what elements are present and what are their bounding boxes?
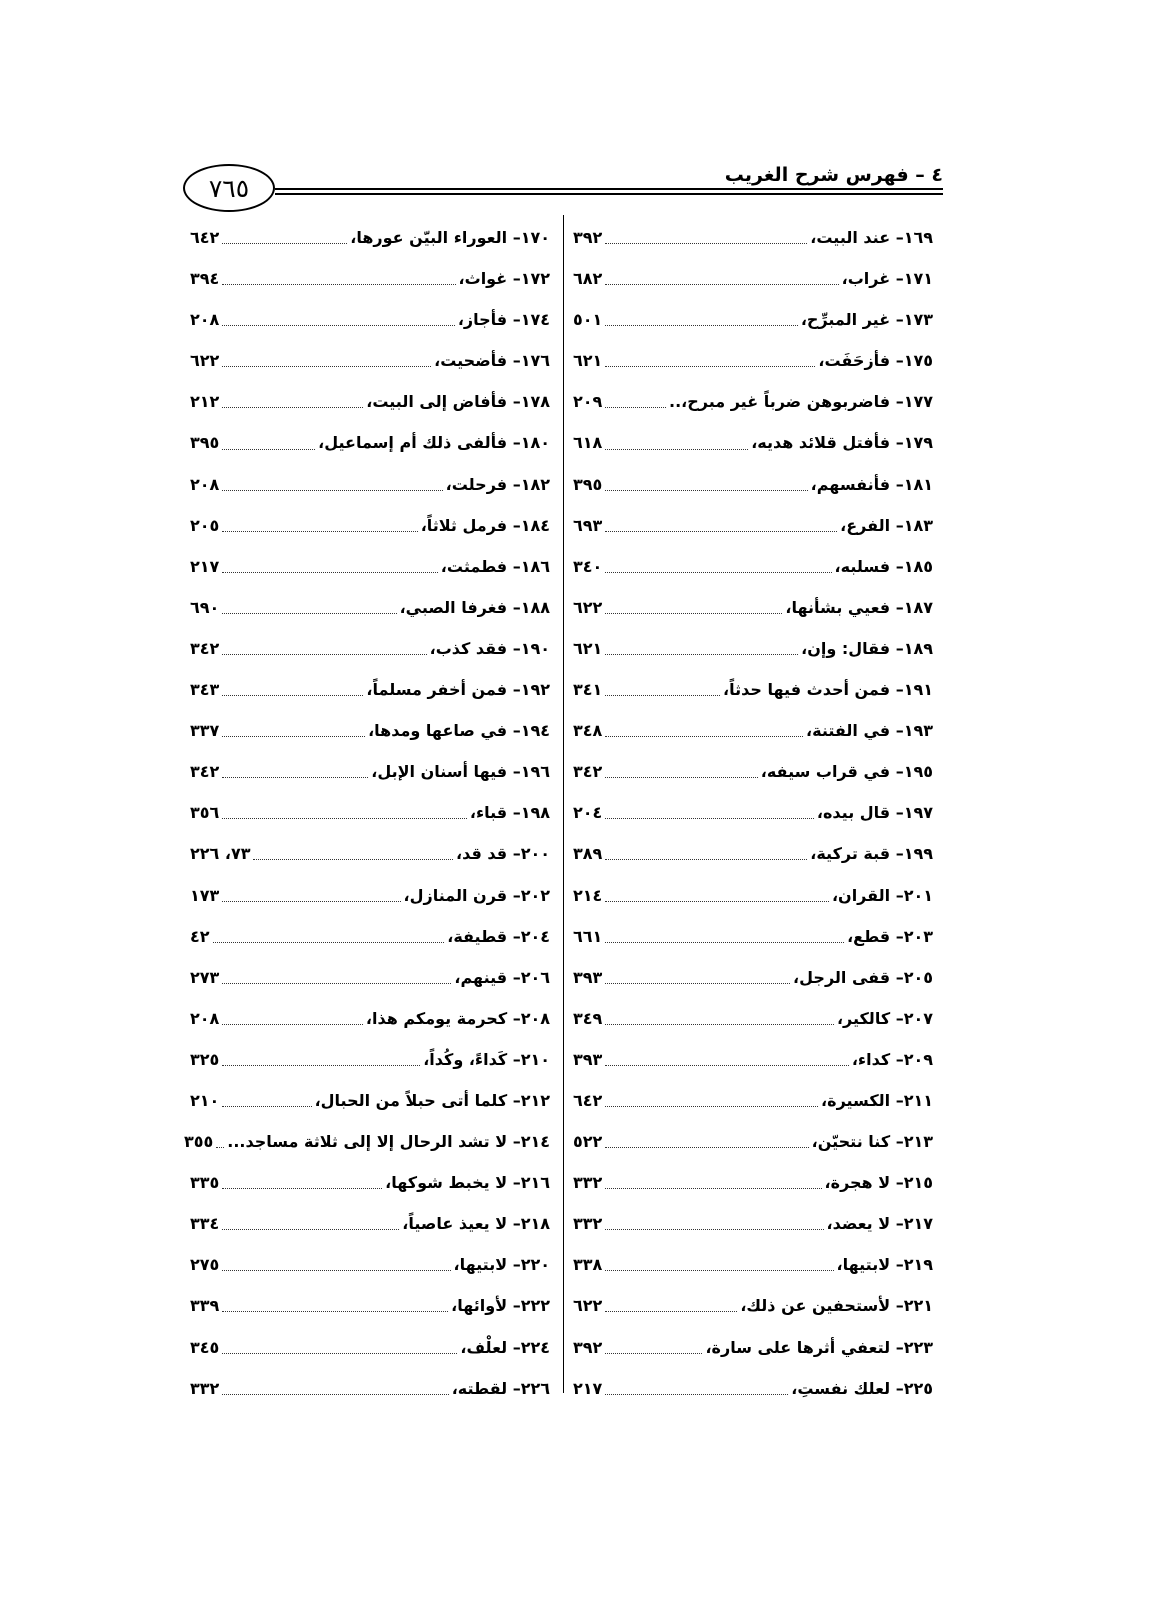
entry-term: ١٧٨– فأفاض إلى البيت، <box>366 392 550 412</box>
index-entry <box>573 628 933 669</box>
entry-page-ref: ٢٠٨ <box>190 310 220 330</box>
index-entry <box>190 381 550 422</box>
entry-page-ref: ٦١٨ <box>573 433 603 453</box>
index-entry <box>573 1203 933 1244</box>
entry-term: ٢١٠– كَداءً، وكُداً، <box>423 1049 550 1069</box>
index-column-right <box>573 217 933 1409</box>
index-entry <box>573 1121 933 1162</box>
entry-page-ref: ٦٤٢ <box>573 1090 603 1110</box>
dot-leader <box>222 490 442 491</box>
entry-term: ٢٠١– القران، <box>831 885 933 905</box>
index-entry <box>190 340 550 381</box>
entry-term: ٢١٨– لا يعيذ عاصياً، <box>402 1214 550 1234</box>
index-entry <box>573 1039 933 1080</box>
entry-page-ref: ١٧٣ <box>190 885 220 905</box>
index-entry <box>573 258 933 299</box>
dot-leader <box>605 1106 818 1107</box>
dot-leader <box>605 572 831 573</box>
entry-term: ٢٢١– لأستحفين عن ذلك، <box>740 1296 933 1316</box>
entry-page-ref: ٦٩٠ <box>190 597 220 617</box>
index-entry <box>573 1368 933 1409</box>
entry-page-ref: ٣٤٢ <box>190 638 220 658</box>
entry-term: ١٩٠– فقد كذب، <box>429 638 550 658</box>
dot-leader <box>605 284 838 285</box>
index-entry <box>573 792 933 833</box>
dot-leader <box>605 654 798 655</box>
index-entry <box>573 505 933 546</box>
entry-term: ٢١٩– لابتيها، <box>836 1255 933 1275</box>
entry-term: ١٧٣– غير المبرِّح، <box>800 310 933 330</box>
entry-term: ٢٠٣– قطع، <box>847 926 933 946</box>
entry-page-ref: ٤٢ <box>190 926 210 946</box>
dot-leader <box>605 613 782 614</box>
index-entry <box>190 833 550 874</box>
index-entry <box>573 217 933 258</box>
dot-leader <box>222 284 455 285</box>
index-entry <box>190 464 550 505</box>
dot-leader <box>222 325 455 326</box>
entry-page-ref: ٢٧٣ <box>190 967 220 987</box>
header-rule <box>275 188 943 190</box>
index-entry <box>190 875 550 916</box>
entry-page-ref: ٦٢١ <box>573 351 603 371</box>
entry-page-ref: ٦٢١ <box>573 638 603 658</box>
index-entry <box>190 710 550 751</box>
dot-leader <box>222 449 315 450</box>
dot-leader <box>222 572 438 573</box>
index-entry <box>573 587 933 628</box>
entry-page-ref: ٣٣٢ <box>573 1214 603 1234</box>
index-entry <box>190 299 550 340</box>
section-title: ٤ – فهرس شرح الغريب <box>724 164 943 186</box>
page-number: ٧٦٥ <box>208 173 250 203</box>
entry-term: ٢١٧– لا يعضد، <box>826 1214 933 1234</box>
dot-leader <box>605 325 798 326</box>
index-entry <box>573 669 933 710</box>
index-entry <box>573 299 933 340</box>
index-entry <box>190 1327 550 1368</box>
dot-leader <box>605 490 807 491</box>
dot-leader <box>605 1188 821 1189</box>
entry-page-ref: ٢١٧ <box>573 1378 603 1398</box>
entry-page-ref: ٣٩٣ <box>573 967 603 987</box>
index-entry <box>573 957 933 998</box>
entry-page-ref: ٣٤٠ <box>573 556 603 576</box>
index-entry <box>573 751 933 792</box>
dot-leader <box>222 1065 420 1066</box>
dot-leader <box>222 1229 399 1230</box>
entry-page-ref: ٣٩٢ <box>573 1337 603 1357</box>
index-entry <box>190 1285 550 1326</box>
entry-term: ٢١٦– لا يخبط شوكها، <box>385 1173 550 1193</box>
entry-term: ١٩٩– قبة تركية، <box>810 844 933 864</box>
entry-term: ٢١١– الكسيرة، <box>821 1090 933 1110</box>
entry-page-ref: ٣٤٢ <box>573 762 603 782</box>
index-entry <box>190 669 550 710</box>
dot-leader <box>222 1270 450 1271</box>
dot-leader <box>605 1353 702 1354</box>
entry-term: ١٨٠– فألفى ذلك أم إسماعيل، <box>318 433 550 453</box>
entry-term: ١٨٧– فعيي بشأنها، <box>785 597 933 617</box>
entry-term: ١٧٦– فأضحيت، <box>434 351 550 371</box>
index-entry <box>190 998 550 1039</box>
page-header <box>183 160 943 220</box>
entry-term: ١٧٥– فأزحَفَت، <box>818 351 933 371</box>
dot-leader <box>222 531 417 532</box>
entry-term: ١٧٩– فأفتل قلائد هديه، <box>751 433 933 453</box>
entry-page-ref: ٦٨٢ <box>573 269 603 289</box>
dot-leader <box>222 1024 363 1025</box>
entry-term: ١٩٥– في قراب سيفه، <box>760 762 933 782</box>
entry-term: ٢٢٥– لعلك نفستِ، <box>791 1378 933 1398</box>
index-entry <box>573 710 933 751</box>
index-entry <box>190 258 550 299</box>
entry-page-ref: ٥٠١ <box>573 310 603 330</box>
index-entry <box>573 464 933 505</box>
dot-leader <box>605 901 829 902</box>
entry-term: ٢٠٧– كالكير، <box>836 1008 933 1028</box>
entry-page-ref: ٣٣٧ <box>190 721 220 741</box>
index-column-left <box>183 217 550 1409</box>
entry-page-ref: ٦٢٢ <box>190 351 220 371</box>
dot-leader <box>605 1311 737 1312</box>
entry-page-ref: ٦٢٢ <box>573 597 603 617</box>
dot-leader <box>222 243 347 244</box>
entry-term: ٢٠٨– كحرمة يومكم هذا، <box>365 1008 550 1028</box>
entry-page-ref: ٣٩٣ <box>573 1049 603 1069</box>
dot-leader <box>605 777 757 778</box>
entry-term: ٢٠٦– قينهم، <box>454 967 550 987</box>
entry-term: ١٦٩– عند البيت، <box>810 228 933 247</box>
dot-leader <box>213 942 445 943</box>
index-entry <box>573 381 933 422</box>
index-entry <box>190 546 550 587</box>
dot-leader <box>222 366 431 367</box>
index-entry <box>573 1162 933 1203</box>
entry-page-ref: ٣٤١ <box>573 680 603 700</box>
dot-leader <box>222 407 363 408</box>
entry-term: ٢٠٠– قد قد، <box>456 844 550 864</box>
index-entry <box>573 340 933 381</box>
entry-term: ١٩٧– قال بيده، <box>816 803 933 823</box>
entry-term: ٢٢٣– لتعفي أثرها على سارة، <box>705 1337 933 1357</box>
entry-term: ٢١٣– كنا نتحيّن، <box>811 1132 933 1152</box>
entry-page-ref: ٣٨٩ <box>573 844 603 864</box>
dot-leader <box>222 654 426 655</box>
dot-leader <box>605 818 814 819</box>
index-entry <box>190 1080 550 1121</box>
dot-leader <box>253 859 453 860</box>
entry-term: ١٨١– فأنفسهم، <box>810 474 933 494</box>
entry-term: ١٧٢– غواث، <box>458 269 550 289</box>
dot-leader <box>605 449 748 450</box>
dot-leader <box>222 1394 448 1395</box>
index-entry <box>573 1080 933 1121</box>
header-rule <box>275 193 943 195</box>
entry-term: ١٧٠– العوراء البيّن عورها، <box>350 228 550 247</box>
dot-leader <box>222 1188 382 1189</box>
dot-leader <box>605 695 720 696</box>
entry-term: ١٨٢– فرحلت، <box>445 474 550 494</box>
entry-page-ref: ٣٣٩ <box>190 1296 220 1316</box>
entry-page-ref: ٣٣٢ <box>573 1173 603 1193</box>
entry-term: ١٩٨– قباء، <box>469 803 550 823</box>
entry-term: ١٧١– غراب، <box>841 269 933 289</box>
entry-page-ref: ٢١٧ <box>190 556 220 576</box>
entry-term: ٢٠٥– قفى الرجل، <box>793 967 933 987</box>
dot-leader <box>222 983 451 984</box>
index-entry <box>190 957 550 998</box>
dot-leader <box>222 1311 448 1312</box>
index-entry <box>573 833 933 874</box>
dot-leader <box>222 613 396 614</box>
index-entry <box>190 505 550 546</box>
entry-term: ١٨٥– فسلبه، <box>834 556 933 576</box>
column-divider <box>563 215 564 1393</box>
index-entry <box>183 1121 550 1162</box>
index-entry <box>573 998 933 1039</box>
entry-page-ref: ٣٩٥ <box>573 474 603 494</box>
entry-term: ١٩٢– فمن أخفر مسلماً، <box>366 680 550 700</box>
entry-term: ١٨٤– فرمل ثلاثاً، <box>420 515 550 535</box>
index-entry <box>190 1244 550 1285</box>
entry-page-ref: ٢١٤ <box>573 885 603 905</box>
index-entry <box>190 422 550 463</box>
entry-page-ref: ٣٥٦ <box>190 803 220 823</box>
entry-term: ٢٢٦– لقطته، <box>451 1378 550 1398</box>
dot-leader <box>605 736 803 737</box>
entry-term: ٢٠٤– قطيفة، <box>447 926 550 946</box>
entry-page-ref: ٢٧٥ <box>190 1255 220 1275</box>
dot-leader <box>605 983 790 984</box>
dot-leader <box>222 1353 457 1354</box>
index-entry <box>573 916 933 957</box>
index-entry <box>573 1285 933 1326</box>
entry-page-ref: ٢٠٤ <box>573 803 603 823</box>
index-entry <box>190 751 550 792</box>
entry-term: ٢٠٢– قرن المنازل، <box>403 885 550 905</box>
index-entry <box>190 792 550 833</box>
index-entry <box>573 1244 933 1285</box>
dot-leader <box>605 531 837 532</box>
dot-leader <box>605 1147 808 1148</box>
entry-page-ref: ٣٥٥ <box>183 1132 214 1152</box>
entry-page-ref: ٣٤٩ <box>573 1008 603 1028</box>
entry-page-ref: ٣٣٤ <box>190 1214 220 1234</box>
dot-leader <box>222 695 363 696</box>
dot-leader <box>605 1394 788 1395</box>
index-entry <box>190 217 550 258</box>
entry-page-ref: ٣٩٤ <box>190 269 220 289</box>
index-entry <box>573 875 933 916</box>
entry-page-ref: ٥٢٢ <box>573 1132 603 1152</box>
entry-page-ref: ٣٤٨ <box>573 721 603 741</box>
entry-term: ٢٢٠– لابتيها، <box>453 1255 550 1275</box>
entry-term: ١٩٤– في صاعها ومدها، <box>368 721 550 741</box>
entry-page-ref: ٢٠٥ <box>190 515 220 535</box>
entry-term: ١٨٦– فطمثت، <box>440 556 550 576</box>
entry-term: ١٩١– فمن أحدث فيها حدثاً، <box>723 680 933 700</box>
dot-leader <box>222 736 365 737</box>
entry-page-ref: ٣٢٥ <box>190 1049 220 1069</box>
page-number-oval <box>183 164 275 212</box>
entry-page-ref: ٣٤٣ <box>190 680 220 700</box>
dot-leader <box>605 1229 823 1230</box>
dot-leader <box>222 777 368 778</box>
entry-term: ١٧٧– فاضربوهن ضرباً غير مبرح،.. <box>668 392 933 412</box>
entry-page-ref: ٢٠٩ <box>573 392 603 412</box>
entry-page-ref: ٢٠٨ <box>190 474 220 494</box>
dot-leader <box>605 1270 833 1271</box>
index-entry <box>190 1203 550 1244</box>
entry-page-ref: ٣٤٥ <box>190 1337 220 1357</box>
index-entry <box>573 546 933 587</box>
dot-leader <box>605 243 807 244</box>
dot-leader <box>605 407 666 408</box>
entry-page-ref: ٦٤٢ <box>190 228 220 247</box>
dot-leader <box>605 366 815 367</box>
dot-leader <box>605 942 844 943</box>
dot-leader <box>216 1147 224 1148</box>
index-entry <box>573 422 933 463</box>
dot-leader <box>605 859 807 860</box>
index-entry <box>573 1327 933 1368</box>
entry-term: ١٩٣– في الفتنة، <box>806 721 933 741</box>
entry-term: ١٨٨– فغرفا الصبي، <box>399 597 550 617</box>
entry-page-ref: ٣٣٢ <box>190 1378 220 1398</box>
entry-term: ٢١٢– كلما أتى حبلاً من الحبال، <box>314 1090 550 1110</box>
dot-leader <box>605 1065 849 1066</box>
dot-leader <box>222 818 467 819</box>
dot-leader <box>222 901 400 902</box>
index-entry <box>190 587 550 628</box>
entry-page-ref: ٦٩٣ <box>573 515 603 535</box>
entry-term: ٢١٤– لا تشد الرحال إلا إلى ثلاثة مساجد... <box>227 1132 550 1152</box>
entry-page-ref: ٣٩٢ <box>573 228 603 247</box>
entry-page-ref: ٦٢٢ <box>573 1296 603 1316</box>
entry-page-ref: ٢١٢ <box>190 392 220 412</box>
index-entry <box>190 628 550 669</box>
dot-leader <box>222 1106 311 1107</box>
entry-term: ١٨٩– فقال: وإن، <box>801 638 933 658</box>
index-entry <box>190 1368 550 1409</box>
entry-page-ref: ٢٠٨ <box>190 1008 220 1028</box>
entry-term: ١٩٦– فيها أسنان الإبل، <box>371 762 550 782</box>
entry-page-ref: ٣٣٥ <box>190 1173 220 1193</box>
entry-term: ٢٢٤– لعلْف، <box>460 1337 550 1357</box>
entry-page-ref: ٣٤٢ <box>190 762 220 782</box>
index-entry <box>190 1039 550 1080</box>
entry-term: ١٧٤– فأجاز، <box>457 310 550 330</box>
index-entry <box>190 1162 550 1203</box>
entry-page-ref: ٧٣، ٢٢٦ <box>190 844 251 864</box>
entry-page-ref: ٢١٠ <box>190 1090 220 1110</box>
entry-term: ٢٢٢– لأوائها، <box>451 1296 550 1316</box>
entry-term: ٢٠٩– كداء، <box>851 1049 933 1069</box>
entry-page-ref: ٣٣٨ <box>573 1255 603 1275</box>
index-entry <box>190 916 550 957</box>
entry-page-ref: ٦٦١ <box>573 926 603 946</box>
entry-term: ٢١٥– لا هجرة، <box>824 1173 933 1193</box>
entry-page-ref: ٣٩٥ <box>190 433 220 453</box>
entry-term: ١٨٣– الفرع، <box>840 515 933 535</box>
dot-leader <box>605 1024 834 1025</box>
